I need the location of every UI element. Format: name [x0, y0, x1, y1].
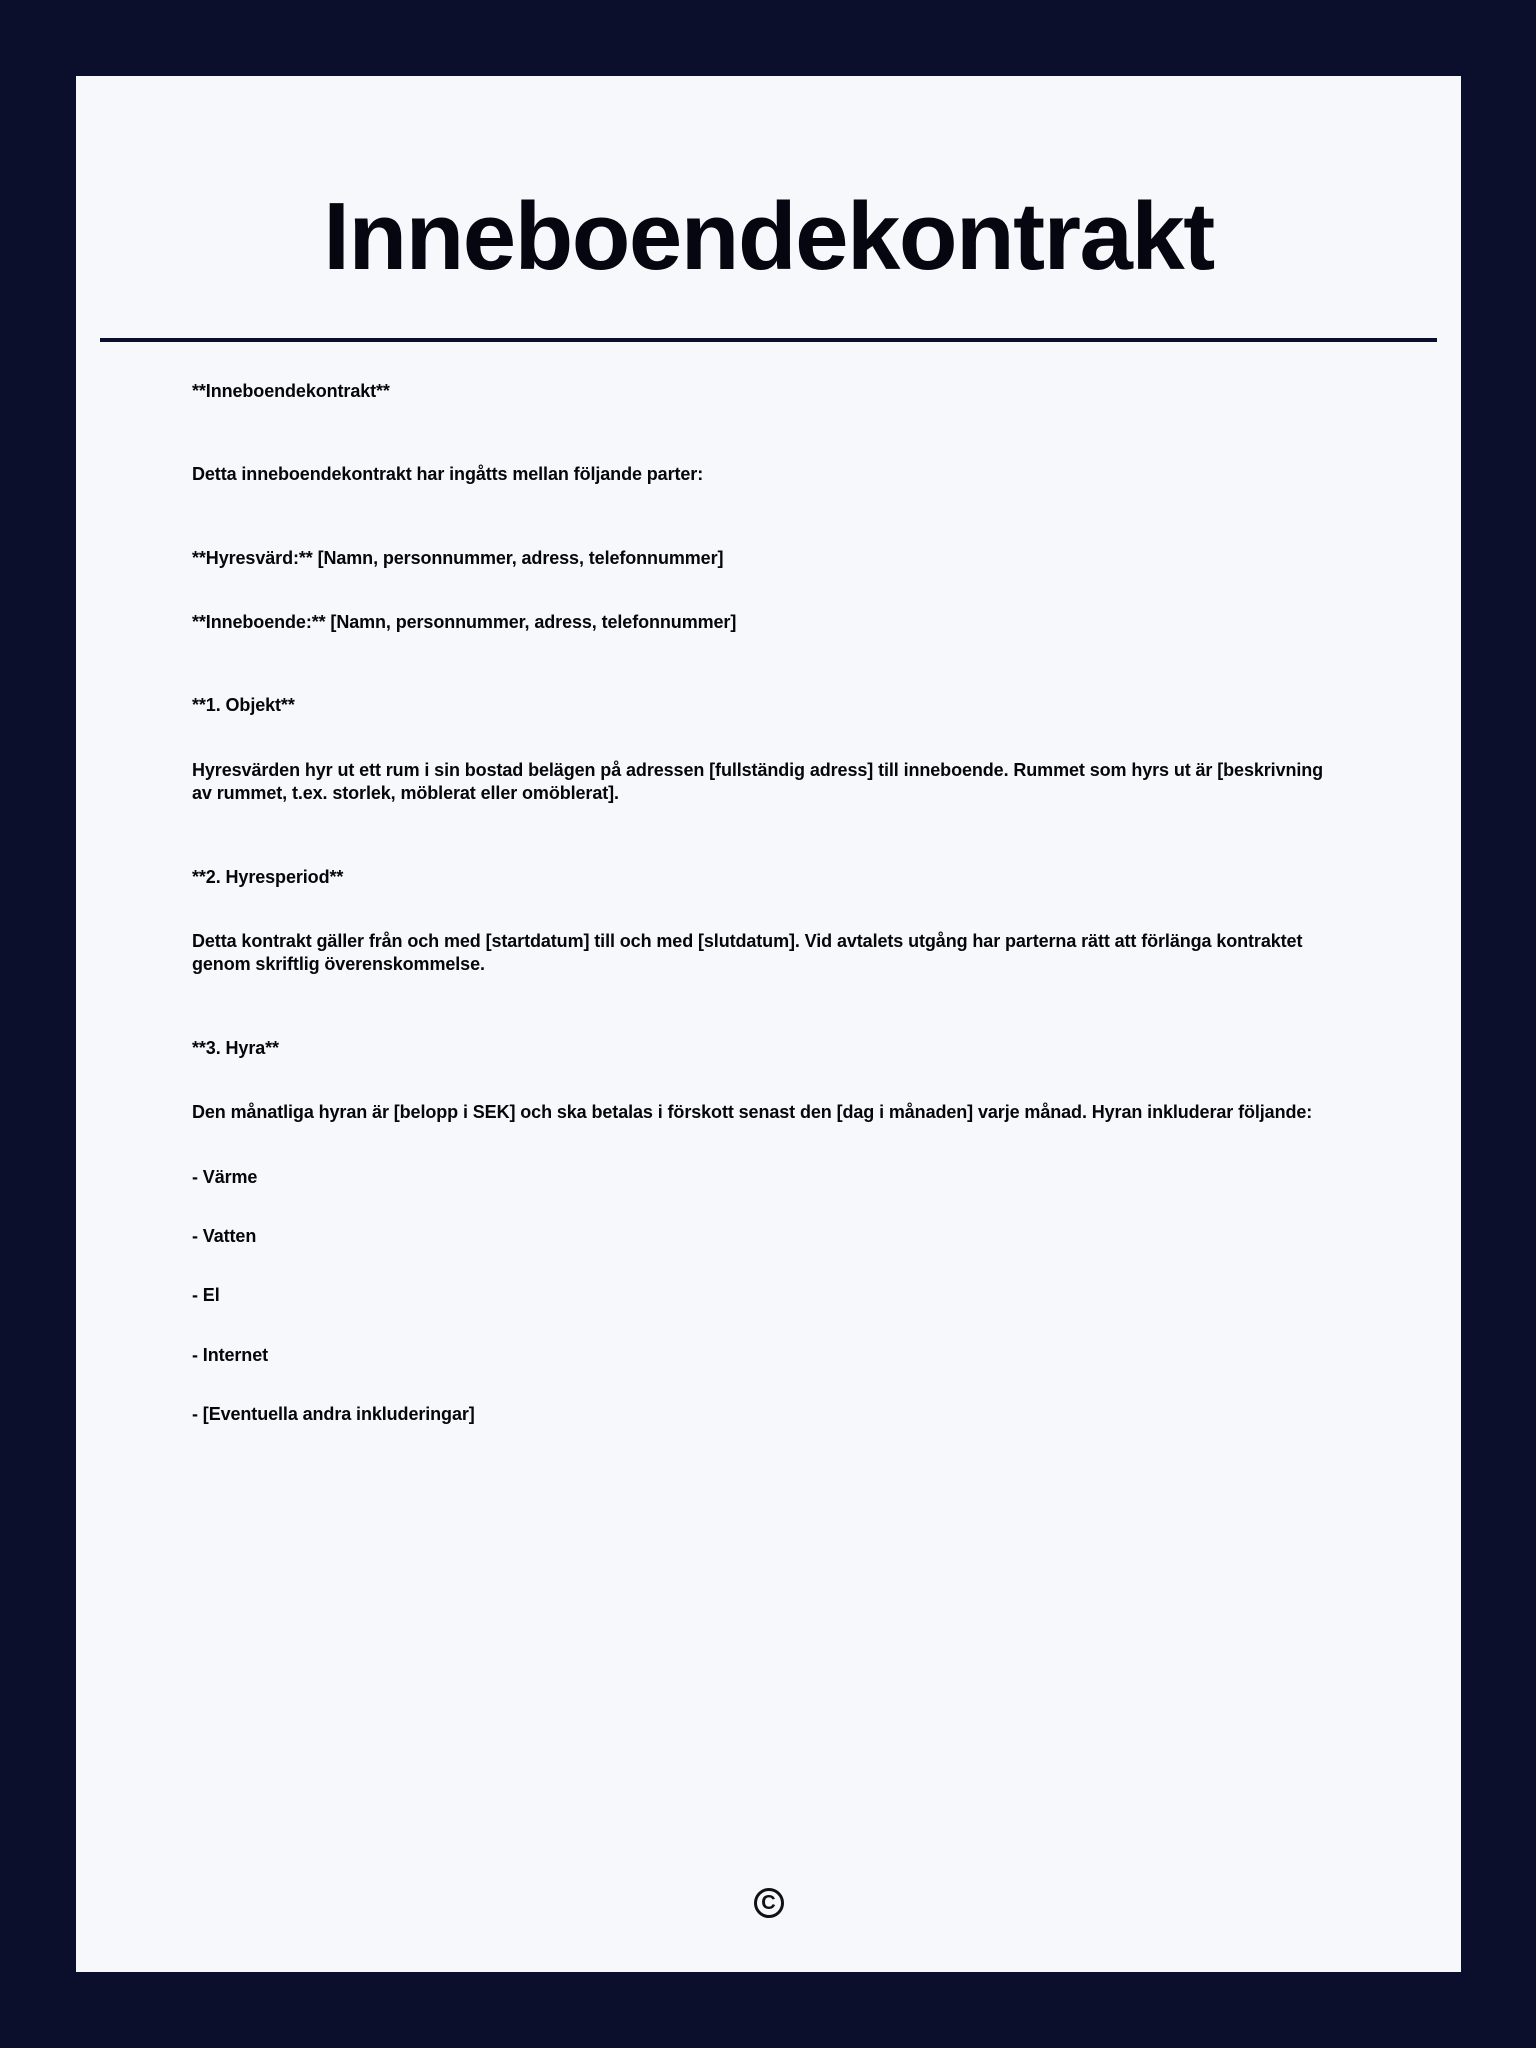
copyright-glyph: C	[761, 1891, 776, 1914]
spacer	[192, 889, 1343, 930]
spacer	[192, 1248, 1343, 1284]
included-item: - Vatten	[192, 1225, 257, 1246]
included-item: - [Eventuella andra inkluderingar]	[192, 1404, 475, 1425]
section-1-heading: **1. Objekt**	[192, 695, 295, 716]
included-item: - Värme	[192, 1166, 258, 1187]
party-landlord: **Hyresvärd:** [Namn, personnummer, adress, telefonnummer]	[192, 547, 724, 568]
spacer	[192, 977, 1343, 1037]
spacer	[192, 718, 1343, 759]
spacer	[192, 634, 1343, 694]
section-3-body: Den månatliga hyran är [belopp i SEK] och ska betalas i förskott senast den [dag i månaden] varje månad. Hyran inkluderar följande:	[192, 1102, 1313, 1123]
section-2-heading: **2. Hyresperiod**	[192, 866, 344, 887]
spacer	[192, 1308, 1343, 1344]
spacer	[192, 487, 1343, 547]
document-page	[76, 76, 1461, 1972]
spacer	[192, 806, 1343, 866]
document-heading-line: **Inneboendekontrakt**	[192, 380, 390, 401]
spacer	[192, 1060, 1343, 1101]
spacer	[192, 570, 1343, 611]
intro-paragraph: Detta inneboendekontrakt har ingåtts mellan följande parter:	[192, 464, 704, 485]
party-lodger: **Inneboende:** [Namn, personnummer, adress, telefonnummer]	[192, 612, 737, 633]
section-2-body: Detta kontrakt gäller från och med [startdatum] till och med [slutdatum]. Vid avtalets utgång har parterna rätt att förlänga kontraktet genom skriftlig överenskommelse.	[192, 931, 1303, 975]
page-footer	[76, 1888, 1461, 1918]
spacer	[192, 1125, 1343, 1166]
copyright-icon	[754, 1888, 784, 1918]
spacer	[192, 403, 1343, 463]
included-item: - Internet	[192, 1344, 269, 1365]
spacer	[192, 1189, 1343, 1225]
included-item: - El	[192, 1285, 220, 1306]
section-1-body: Hyresvärden hyr ut ett rum i sin bostad belägen på adressen [fullständig adress] till inneboende. Rummet som hyrs ut är [beskrivning av rummet, t.ex. storlek, möblerat eller omöblerat].	[192, 759, 1324, 804]
title-block	[76, 76, 1461, 290]
document-body	[76, 342, 1461, 1427]
section-3-heading: **3. Hyra**	[192, 1037, 279, 1058]
spacer	[192, 1367, 1343, 1403]
page-title: Inneboendekontrakt	[323, 183, 1214, 290]
